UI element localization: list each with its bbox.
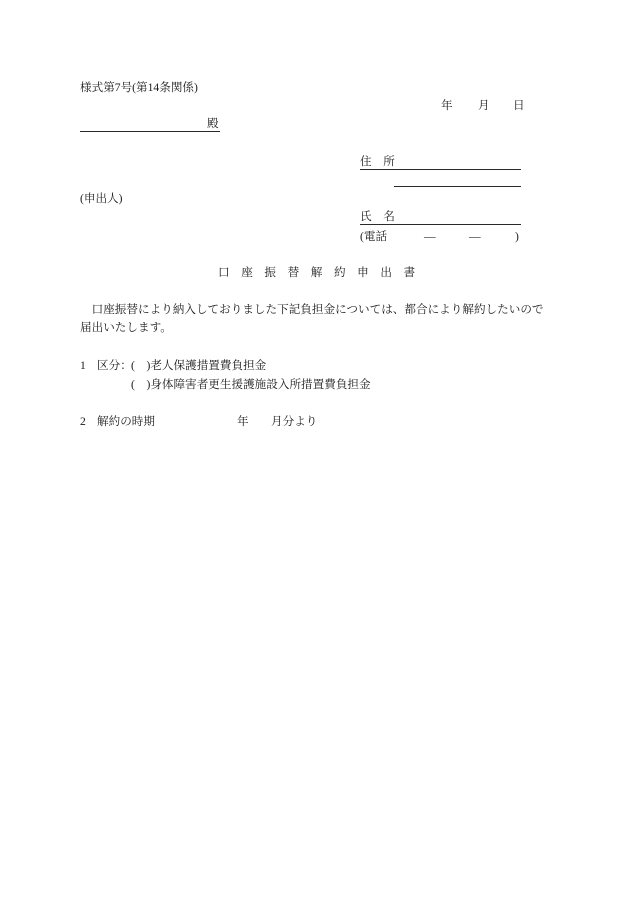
applicant-label: (申出人) (80, 192, 123, 205)
period-month-suffix: 月分より (271, 415, 318, 428)
addressee-blank-line (80, 131, 220, 132)
address-blank-line-1 (360, 169, 521, 170)
period-year-label: 年 (237, 415, 249, 428)
category-option-disabled: ( )身体障害者更生援護施設入所措置費負担金 (131, 378, 371, 391)
address-label: 住 所 (360, 155, 395, 168)
body-line-1 (80, 301, 544, 319)
phone-label: (電話 (360, 230, 388, 243)
address-blank-line-2 (394, 186, 521, 187)
document-title: 口 座 振 替 解 約 申 出 書 (218, 266, 416, 279)
form-number: 様式第7号(第14条関係) (80, 81, 198, 94)
item-2-label: 解約の時期 (97, 415, 155, 428)
item-1-number: 1 (80, 359, 86, 372)
addressee-suffix: 殿 (207, 117, 219, 130)
category-option-elderly: ( )老人保護措置費負担金 (131, 359, 267, 372)
phone-separator-1: — (424, 230, 436, 243)
item-2-number: 2 (80, 415, 86, 428)
phone-separator-2: — (469, 230, 481, 243)
name-blank-line (360, 224, 521, 225)
date-year-label: 年 (441, 99, 453, 112)
body-line-2: 届出いたします。 (80, 321, 172, 334)
date-day-label: 日 (513, 99, 525, 112)
item-1-label: 区分： (97, 359, 132, 372)
date-month-label: 月 (478, 99, 490, 112)
name-label: 氏 名 (360, 210, 395, 223)
phone-close: ) (515, 230, 519, 243)
body-paragraph (80, 301, 544, 337)
body-line-1-text: 口座振替により納入しておりました下記負担金については、都合により解約したいので (91, 303, 544, 316)
